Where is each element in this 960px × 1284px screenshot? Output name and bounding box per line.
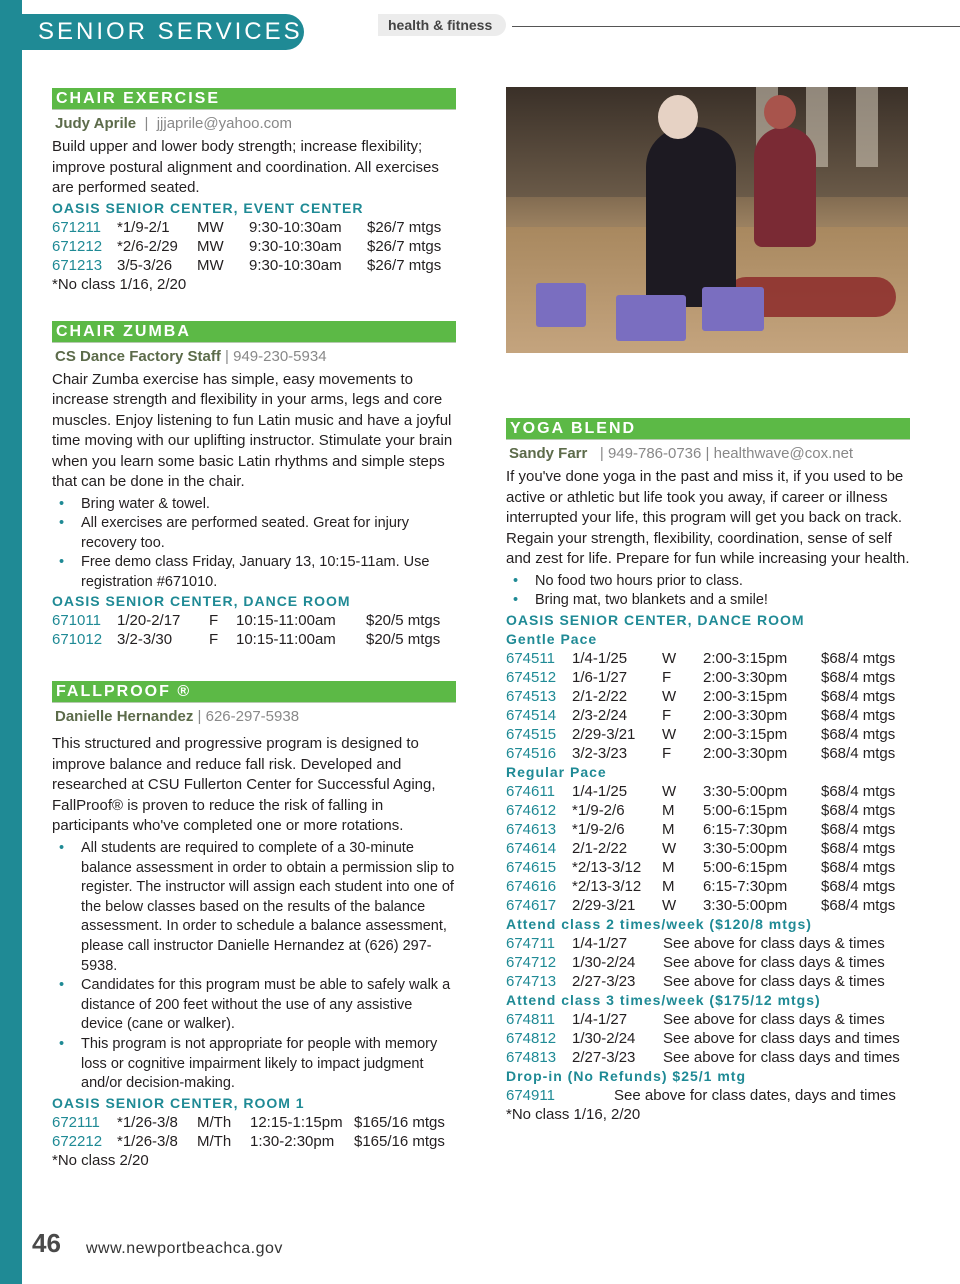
class-time: 3:30-5:00pm bbox=[703, 839, 788, 857]
class-fee: $68/4 mtgs bbox=[821, 668, 896, 686]
table-row bbox=[506, 1048, 900, 1067]
drop-in-label: Drop-in (No Refunds) $25/1 mtg bbox=[506, 1067, 747, 1084]
bullet-text: Candidates for this program must be able to safely walk a distance of 200 feet without the use of any assistive device (cane or walker). bbox=[81, 977, 451, 1033]
class-time: 5:00-6:15pm bbox=[703, 858, 788, 876]
class-dates: 1/30-2/24 bbox=[572, 953, 636, 971]
bullet-text: All exercises are performed seated. Great for injury recovery too. bbox=[81, 515, 409, 551]
photo-person bbox=[754, 127, 816, 247]
photo-window bbox=[856, 87, 878, 167]
class-fee: $20/5 mtgs bbox=[366, 612, 441, 630]
table-row bbox=[52, 218, 441, 237]
class-days: F bbox=[209, 631, 219, 649]
class-time: 2:00-3:15pm bbox=[703, 725, 788, 743]
class-code[interactable]: 674616 bbox=[506, 877, 557, 895]
class-days: MW bbox=[197, 218, 224, 236]
class-dates: *1/26-3/8 bbox=[117, 1113, 178, 1131]
class-dates: 2/3-2/24 bbox=[572, 706, 628, 724]
yoga-blend-instructor-line: Sandy Farr | 949-786-0736 | healthwave@cox.net bbox=[509, 445, 854, 462]
class-dates: *1/9-2/6 bbox=[572, 801, 625, 819]
header-divider bbox=[512, 26, 960, 27]
class-dates: 3/5-3/26 bbox=[117, 256, 173, 274]
class-time: 9:30-10:30am bbox=[249, 237, 342, 255]
class-code[interactable]: 672111 bbox=[52, 1113, 100, 1131]
class-code[interactable]: 674512 bbox=[506, 668, 557, 686]
class-dates: 1/6-1/27 bbox=[572, 668, 628, 686]
table-row bbox=[52, 1113, 445, 1132]
class-dates: *1/9-2/6 bbox=[572, 820, 625, 838]
class-time: 5:00-6:15pm bbox=[703, 801, 788, 819]
table-row bbox=[506, 839, 895, 858]
class-time: 2:00-3:30pm bbox=[703, 668, 788, 686]
class-days: M/Th bbox=[197, 1113, 232, 1131]
yoga-blend-description: If you've done yoga in the past and miss it, if you used to be active or athletic but life took you away, if career or illness interrupted your life, this program will get you back on track. Regain your strength, flexibility, coordination, sense of self and zest for life. Prepare for fun while increasing your health. bbox=[506, 468, 910, 567]
gentle-pace-label: Gentle Pace bbox=[506, 630, 598, 647]
bullet-icon: • bbox=[59, 1035, 65, 1052]
class-fee: $20/5 mtgs bbox=[366, 631, 441, 649]
table-row bbox=[506, 1086, 896, 1105]
class-fee: $26/7 mtgs bbox=[367, 218, 442, 236]
class-fee: $68/4 mtgs bbox=[821, 801, 896, 819]
class-time: 2:00-3:15pm bbox=[703, 687, 788, 705]
class-info: See above for class days & times bbox=[663, 953, 885, 971]
bullet-text: Bring mat, two blankets and a smile! bbox=[535, 592, 768, 609]
chair-zumba-bullets bbox=[52, 495, 456, 593]
class-fee: $68/4 mtgs bbox=[821, 649, 896, 667]
table-row bbox=[52, 256, 441, 275]
class-info: See above for class days & times bbox=[663, 1010, 885, 1028]
class-days: W bbox=[662, 649, 677, 667]
class-code[interactable]: 671012 bbox=[52, 631, 103, 649]
class-info: See above for class days and times bbox=[663, 1048, 900, 1066]
class-dates: *1/26-3/8 bbox=[117, 1132, 178, 1150]
drop-in-schedule bbox=[506, 1086, 896, 1105]
class-code[interactable]: 674713 bbox=[506, 972, 557, 990]
class-code[interactable]: 674514 bbox=[506, 706, 557, 724]
class-days: W bbox=[662, 839, 677, 857]
left-column bbox=[52, 88, 456, 1171]
class-dates: 2/29-3/21 bbox=[572, 896, 636, 914]
class-dates: 1/4-1/27 bbox=[572, 1010, 628, 1028]
fallproof-heading: FALLPROOF ® bbox=[52, 681, 456, 703]
chair-zumba-description: Chair Zumba exercise has simple, easy movements to increase strength and flexibility in your arms, legs and core muscles. Enjoy listening to fun Latin music and have a joyful time moving with our uplifting instructor. Stimulate your brain when you learn some basic Latin rhythms and simple steps that can be done in the chair. bbox=[52, 370, 453, 490]
instructor-email[interactable]: jjjaprile@yahoo.com bbox=[156, 115, 293, 132]
instructor-name: Danielle Hernandez bbox=[55, 708, 194, 726]
photo-person-head bbox=[658, 95, 698, 139]
chair-zumba-location: OASIS SENIOR CENTER, DANCE ROOM bbox=[52, 593, 351, 610]
class-days: W bbox=[662, 896, 677, 914]
class-info: See above for class days & times bbox=[663, 934, 885, 952]
class-time: 3:30-5:00pm bbox=[703, 896, 788, 914]
list-item bbox=[52, 495, 456, 515]
class-dates: 2/29-3/21 bbox=[572, 725, 636, 743]
class-days: F bbox=[662, 744, 672, 762]
class-fee: $165/16 mtgs bbox=[354, 1132, 445, 1150]
fallproof-note: *No class 2/20 bbox=[52, 1151, 149, 1169]
class-code[interactable]: 674617 bbox=[506, 896, 557, 914]
chair-exercise-instructor-line: Judy Aprile | jjjaprile@yahoo.com bbox=[55, 115, 293, 132]
chair-exercise-location: OASIS SENIOR CENTER, EVENT CENTER bbox=[52, 199, 364, 216]
class-time: 3:30-5:00pm bbox=[703, 782, 788, 800]
class-code[interactable]: 671211 bbox=[52, 218, 101, 236]
bullet-icon: • bbox=[59, 495, 65, 512]
class-fee: $68/4 mtgs bbox=[821, 820, 896, 838]
chair-exercise-heading: CHAIR EXERCISE bbox=[52, 88, 456, 110]
table-row bbox=[506, 649, 895, 668]
class-dates: 3/2-3/23 bbox=[572, 744, 628, 762]
bullet-icon: • bbox=[59, 839, 65, 856]
instructor-name: Sandy Farr bbox=[509, 445, 588, 462]
table-row bbox=[52, 630, 440, 649]
chair-zumba-schedule bbox=[52, 611, 440, 649]
class-time: 10:15-11:00am bbox=[236, 631, 336, 649]
table-row bbox=[506, 1029, 900, 1048]
table-row bbox=[506, 972, 885, 991]
regular-pace-label: Regular Pace bbox=[506, 763, 607, 780]
class-dates: *2/6-2/29 bbox=[117, 237, 178, 255]
class-fee: $68/4 mtgs bbox=[821, 877, 896, 895]
class-days: M bbox=[662, 801, 675, 819]
class-days: M/Th bbox=[197, 1132, 232, 1150]
class-days: F bbox=[662, 668, 672, 686]
class-dates: 1/4-1/27 bbox=[572, 934, 628, 952]
class-fee: $68/4 mtgs bbox=[821, 858, 896, 876]
twice-weekly-label: Attend class 2 times/week ($120/8 mtgs) bbox=[506, 915, 812, 932]
class-dates: 1/4-1/25 bbox=[572, 782, 628, 800]
class-time: 10:15-11:00am bbox=[236, 612, 336, 630]
website-link[interactable]: www.newportbeachca.gov bbox=[86, 1240, 283, 1257]
table-row bbox=[506, 953, 885, 972]
class-fee: $68/4 mtgs bbox=[821, 896, 896, 914]
table-row bbox=[52, 237, 441, 256]
fallproof-bullets bbox=[52, 839, 456, 1094]
table-row bbox=[506, 744, 895, 763]
class-fee: $68/4 mtgs bbox=[821, 706, 896, 724]
table-row bbox=[506, 782, 895, 801]
bullet-icon: • bbox=[513, 592, 519, 609]
class-code[interactable]: 674611 bbox=[506, 782, 555, 800]
thrice-weekly-schedule bbox=[506, 1010, 900, 1067]
class-code[interactable]: 674615 bbox=[506, 858, 557, 876]
class-dates: 1/4-1/25 bbox=[572, 649, 628, 667]
class-code[interactable]: 674813 bbox=[506, 1048, 557, 1066]
class-time: 2:00-3:30pm bbox=[703, 706, 788, 724]
instructor-email[interactable]: healthwave@cox.net bbox=[713, 445, 854, 462]
gentle-pace-schedule bbox=[506, 649, 895, 763]
class-dates: 1/20-2/17 bbox=[117, 612, 181, 630]
list-item bbox=[52, 514, 456, 553]
class-info: See above for class days and times bbox=[663, 1029, 900, 1047]
class-code[interactable]: 671212 bbox=[52, 237, 103, 255]
table-row bbox=[506, 1010, 900, 1029]
table-row bbox=[506, 858, 895, 877]
table-row bbox=[506, 877, 895, 896]
instructor-phone: 949-230-5934 bbox=[233, 347, 327, 365]
yoga-blend-heading: YOGA BLEND bbox=[506, 418, 910, 440]
class-code[interactable]: 674613 bbox=[506, 820, 557, 838]
class-code[interactable]: 672212 bbox=[52, 1132, 103, 1150]
twice-weekly-schedule bbox=[506, 934, 885, 991]
list-item bbox=[52, 976, 456, 1035]
instructor-phone: 626-297-5938 bbox=[205, 708, 300, 726]
class-dates: 2/1-2/22 bbox=[572, 839, 628, 857]
table-row bbox=[506, 820, 895, 839]
chair-zumba-section bbox=[52, 321, 456, 650]
class-code[interactable]: 674516 bbox=[506, 744, 557, 762]
fallproof-section bbox=[52, 681, 456, 1170]
class-days: M bbox=[662, 877, 675, 895]
bullet-icon: • bbox=[59, 515, 65, 532]
regular-pace-schedule bbox=[506, 782, 895, 915]
bullet-text: Bring water & towel. bbox=[81, 495, 210, 512]
yoga-blend-note: *No class 1/16, 2/20 bbox=[506, 1105, 641, 1123]
class-days: MW bbox=[197, 256, 224, 274]
yoga-class-photo bbox=[506, 87, 908, 353]
chair-exercise-note: *No class 1/16, 2/20 bbox=[52, 275, 187, 293]
class-days: W bbox=[662, 687, 677, 705]
left-color-bar bbox=[0, 0, 22, 1284]
class-days: F bbox=[209, 612, 219, 630]
photo-person-head bbox=[764, 95, 796, 129]
yoga-blend-bullets bbox=[506, 572, 910, 611]
bullet-text: Free demo class Friday, January 13, 10:15-11am. Use registration #671010. bbox=[81, 554, 430, 590]
chair-zumba-instructor-line: CS Dance Factory Staff | 949-230-5934 bbox=[55, 347, 327, 365]
page-title: SENIOR SERVICES bbox=[22, 14, 304, 50]
bullet-icon: • bbox=[59, 977, 65, 994]
class-time: 6:15-7:30pm bbox=[703, 877, 788, 895]
class-dates: 2/1-2/22 bbox=[572, 687, 628, 705]
list-item bbox=[506, 572, 910, 592]
class-dates: *1/9-2/1 bbox=[117, 218, 170, 236]
class-code[interactable]: 674911 bbox=[506, 1086, 555, 1104]
photo-yoga-block bbox=[702, 287, 764, 331]
list-item bbox=[52, 553, 456, 592]
class-code[interactable]: 674811 bbox=[506, 1010, 555, 1028]
chair-exercise-description: Build upper and lower body strength; increase flexibility; improve postural alignment and coordination. All exercises are performed seated. bbox=[52, 138, 439, 196]
table-row bbox=[52, 611, 440, 630]
class-code[interactable]: 674812 bbox=[506, 1029, 557, 1047]
bullet-text: This program is not appropriate for people with memory loss or cognitive impairment likely to impact judgment and/or decision-making. bbox=[81, 1035, 438, 1092]
class-fee: $68/4 mtgs bbox=[821, 839, 896, 857]
class-days: W bbox=[662, 725, 677, 743]
bullet-icon: • bbox=[513, 572, 519, 589]
fallproof-location: OASIS SENIOR CENTER, ROOM 1 bbox=[52, 1094, 305, 1111]
class-code[interactable]: 671213 bbox=[52, 256, 103, 274]
class-fee: $26/7 mtgs bbox=[367, 237, 442, 255]
photo-yoga-block bbox=[616, 295, 686, 341]
class-code[interactable]: 674515 bbox=[506, 725, 557, 743]
class-days: M bbox=[662, 858, 675, 876]
instructor-name: Judy Aprile bbox=[55, 115, 137, 132]
class-info: See above for class days & times bbox=[663, 972, 885, 990]
class-days: MW bbox=[197, 237, 224, 255]
class-time: 9:30-10:30am bbox=[249, 218, 342, 236]
class-code[interactable]: 674612 bbox=[506, 801, 557, 819]
chair-exercise-schedule bbox=[52, 218, 441, 275]
list-item bbox=[52, 1035, 456, 1094]
class-time: 12:15-1:15pm bbox=[250, 1113, 343, 1131]
page-number: 46 bbox=[32, 1228, 61, 1258]
list-item bbox=[52, 839, 456, 976]
class-code[interactable]: 674711 bbox=[506, 934, 555, 952]
class-time: 6:15-7:30pm bbox=[703, 820, 788, 838]
table-row bbox=[506, 668, 895, 687]
list-item bbox=[506, 591, 910, 611]
table-row bbox=[506, 706, 895, 725]
photo-yoga-block bbox=[536, 283, 586, 327]
class-fee: $68/4 mtgs bbox=[821, 744, 896, 762]
chair-zumba-heading: CHAIR ZUMBA bbox=[52, 321, 456, 343]
bullet-icon: • bbox=[59, 554, 65, 571]
class-fee: $68/4 mtgs bbox=[821, 687, 896, 705]
table-row bbox=[506, 934, 885, 953]
class-time: 2:00-3:30pm bbox=[703, 744, 788, 762]
yoga-blend-location: OASIS SENIOR CENTER, DANCE ROOM bbox=[506, 611, 805, 628]
table-row bbox=[506, 725, 895, 744]
instructor-phone: 949-786-0736 bbox=[607, 445, 702, 462]
class-info: See above for class dates, days and times bbox=[614, 1086, 896, 1104]
table-row bbox=[506, 687, 895, 706]
class-code[interactable]: 674511 bbox=[506, 649, 555, 667]
class-code[interactable]: 674712 bbox=[506, 953, 557, 971]
class-dates: 2/27-3/23 bbox=[572, 1048, 636, 1066]
class-time: 9:30-10:30am bbox=[249, 256, 342, 274]
class-days: F bbox=[662, 706, 672, 724]
class-dates: 3/2-3/30 bbox=[117, 631, 173, 649]
instructor-name: CS Dance Factory Staff bbox=[55, 347, 221, 365]
class-days: M bbox=[662, 820, 675, 838]
thrice-weekly-label: Attend class 3 times/week ($175/12 mtgs) bbox=[506, 991, 821, 1008]
class-dates: *2/13-3/12 bbox=[572, 877, 642, 895]
table-row bbox=[506, 896, 895, 915]
fallproof-instructor-line: Danielle Hernandez | 626-297-5938 bbox=[55, 708, 300, 726]
class-days: W bbox=[662, 782, 677, 800]
class-fee: $68/4 mtgs bbox=[821, 725, 896, 743]
class-time: 1:30-2:30pm bbox=[250, 1132, 335, 1150]
class-dates: 2/27-3/23 bbox=[572, 972, 636, 990]
chair-exercise-section bbox=[52, 88, 456, 295]
class-fee: $26/7 mtgs bbox=[367, 256, 442, 274]
section-label: health & fitness bbox=[378, 14, 506, 36]
class-time: 2:00-3:15pm bbox=[703, 649, 788, 667]
table-row bbox=[506, 801, 895, 820]
photo-person bbox=[646, 127, 736, 307]
class-code[interactable]: 671011 bbox=[52, 612, 101, 630]
bullet-text: No food two hours prior to class. bbox=[535, 572, 743, 589]
class-code[interactable]: 674614 bbox=[506, 839, 557, 857]
class-fee: $68/4 mtgs bbox=[821, 782, 896, 800]
right-column bbox=[506, 418, 910, 1125]
fallproof-schedule bbox=[52, 1113, 445, 1151]
class-dates: *2/13-3/12 bbox=[572, 858, 642, 876]
class-dates: 1/30-2/24 bbox=[572, 1029, 636, 1047]
class-fee: $165/16 mtgs bbox=[354, 1113, 445, 1131]
class-code[interactable]: 674513 bbox=[506, 687, 557, 705]
bullet-text: All students are required to complete of a 30-minute balance assessment in order to obtain a permission slip to register. The instructor will assign each student into one of the below classes based on the results of the balance assessment. In order to schedule a balance assessment, please call instructor Danielle Hernandez at (626) 297-5938. bbox=[81, 839, 455, 974]
table-row bbox=[52, 1132, 445, 1151]
fallproof-description: This structured and progressive program is designed to improve balance and reduce fall risk. Developed and researched at CSU Fullerton Center for Successful Aging, FallProof® is proven to reduce the risk of falling in participants who've completed one or more rotations. bbox=[52, 735, 436, 835]
